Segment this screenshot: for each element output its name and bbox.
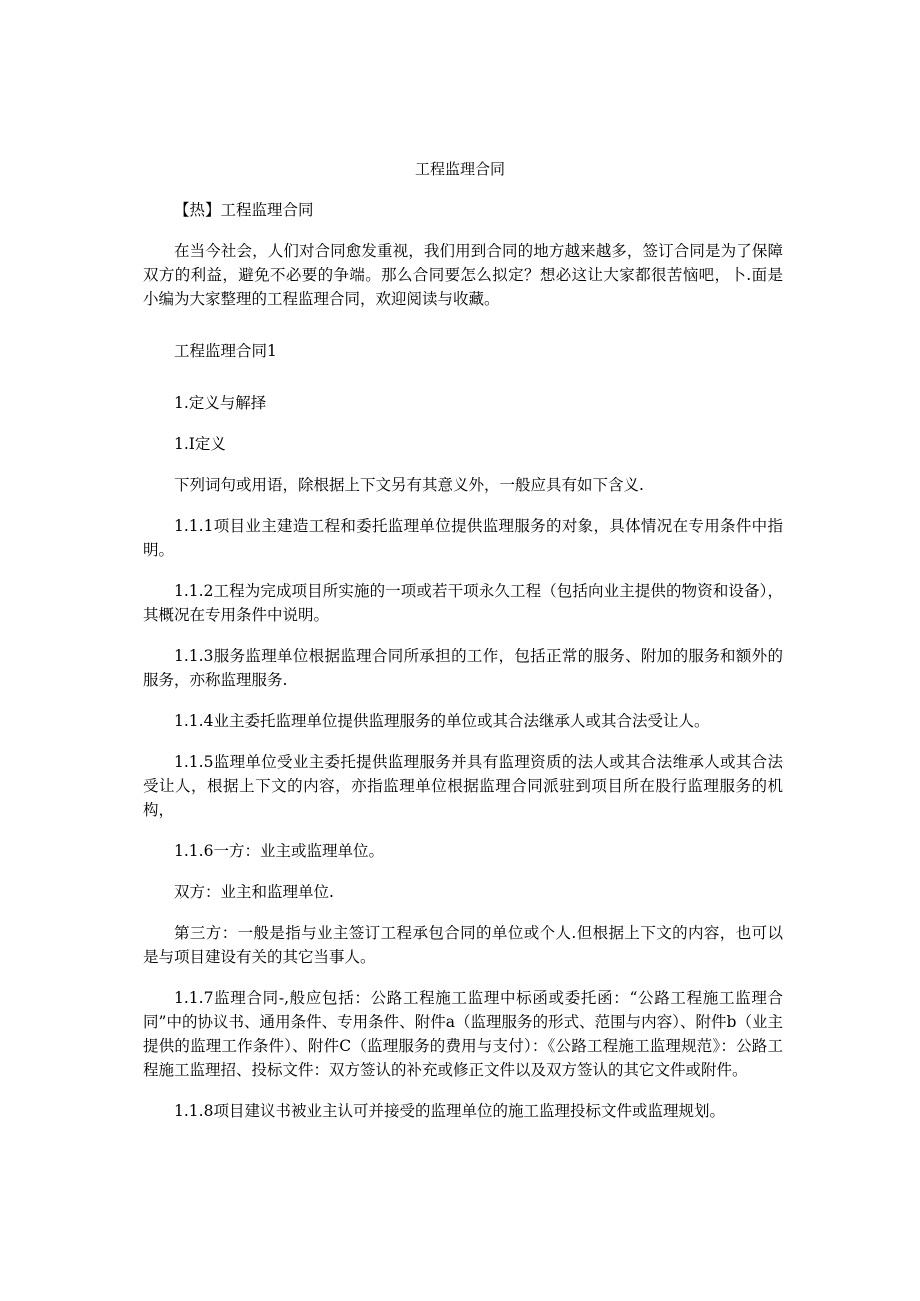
- paragraph-both-parties: 双方：业主和监理单位.: [174, 883, 334, 901]
- paragraph-contract-title: 工程监理合同1: [174, 342, 277, 360]
- paragraph-1-1-8: 1.1.8项目建议书被业主认可并接受的监理单位的施工监理投标文件或监理规划。: [174, 1102, 725, 1120]
- paragraph-definition-intro: 下列词句或用语，除根据上下文另有其意义外，一般应具有如下含义.: [174, 476, 644, 494]
- paragraph-1-1-1: 1.1.1项目业主建造工程和委托监理单位提供监理服务的对象，具体情况在专用条件中指明。: [143, 517, 783, 559]
- document-body: [143, 198, 783, 1140]
- paragraph-heading: 【热】工程监理合同: [174, 201, 314, 219]
- document-title: 工程监理合同: [414, 160, 505, 178]
- paragraph-1-1-4: 1.1.4业主委托监理单位提供监理服务的单位或其合法继承人或其合法受让人。: [174, 712, 710, 730]
- paragraph-1-1-7: 1.1.7监理合同-,般应包括：公路工程施工监理中标函或委托函：“公路工程施工监理合同”中的协议书、通用条件、专用条件、附件a（监理服务的形式、范围与内容）、附件b（业主提供的监理工作条件）、附件C（监理服务的费用与支付）：《公路工程施工监理规范》：公路工程施工监理招、投标文件：双方签认的补充或修正文件以及双方签认的其它文件或附件。: [143, 989, 783, 1079]
- paragraph-1-1-5: 1.1.5监理单位受业主委托提供监理服务并具有监理资质的法人或其合法维承人或其合法受让人，根据上下文的内容，亦指监理单位根据监理合同派驻到项目所在股行监理服务的机构，: [143, 753, 783, 819]
- paragraph-1-1-2: 1.1.2工程为完成项目所实施的一项或若干项永久工程（包括向业主提供的物资和设备），其概况在专用条件中说明。: [143, 582, 783, 624]
- paragraph-1-1-6: 1.1.6一方：业主或监理单位。: [174, 842, 384, 860]
- paragraph-third-party: 第三方：一般是指与业主签订工程承包合同的单位或个人.但根据上下文的内容，也可以是与项目建设有关的其它当事人。: [143, 924, 783, 966]
- paragraph-1-1-3: 1.1.3服务监理单位根据监理合同所承担的工作，包括正常的服务、附加的服务和额外的服务，亦称监理服务.: [143, 647, 783, 689]
- paragraph-section-1-1: 1.I定义: [174, 435, 226, 453]
- paragraph-intro: 在当今社会，人们对合同愈发重视，我们用到合同的地方越来越多，签订合同是为了保障双方的利益，避免不必要的争端。那么合同要怎么拟定？想必这让大家都很苦恼吧，卜.面是小编为大家整理的工程监理合同，欢迎阅读与收藏。: [143, 242, 783, 308]
- paragraph-section-1: 1.定义与解择: [174, 394, 267, 412]
